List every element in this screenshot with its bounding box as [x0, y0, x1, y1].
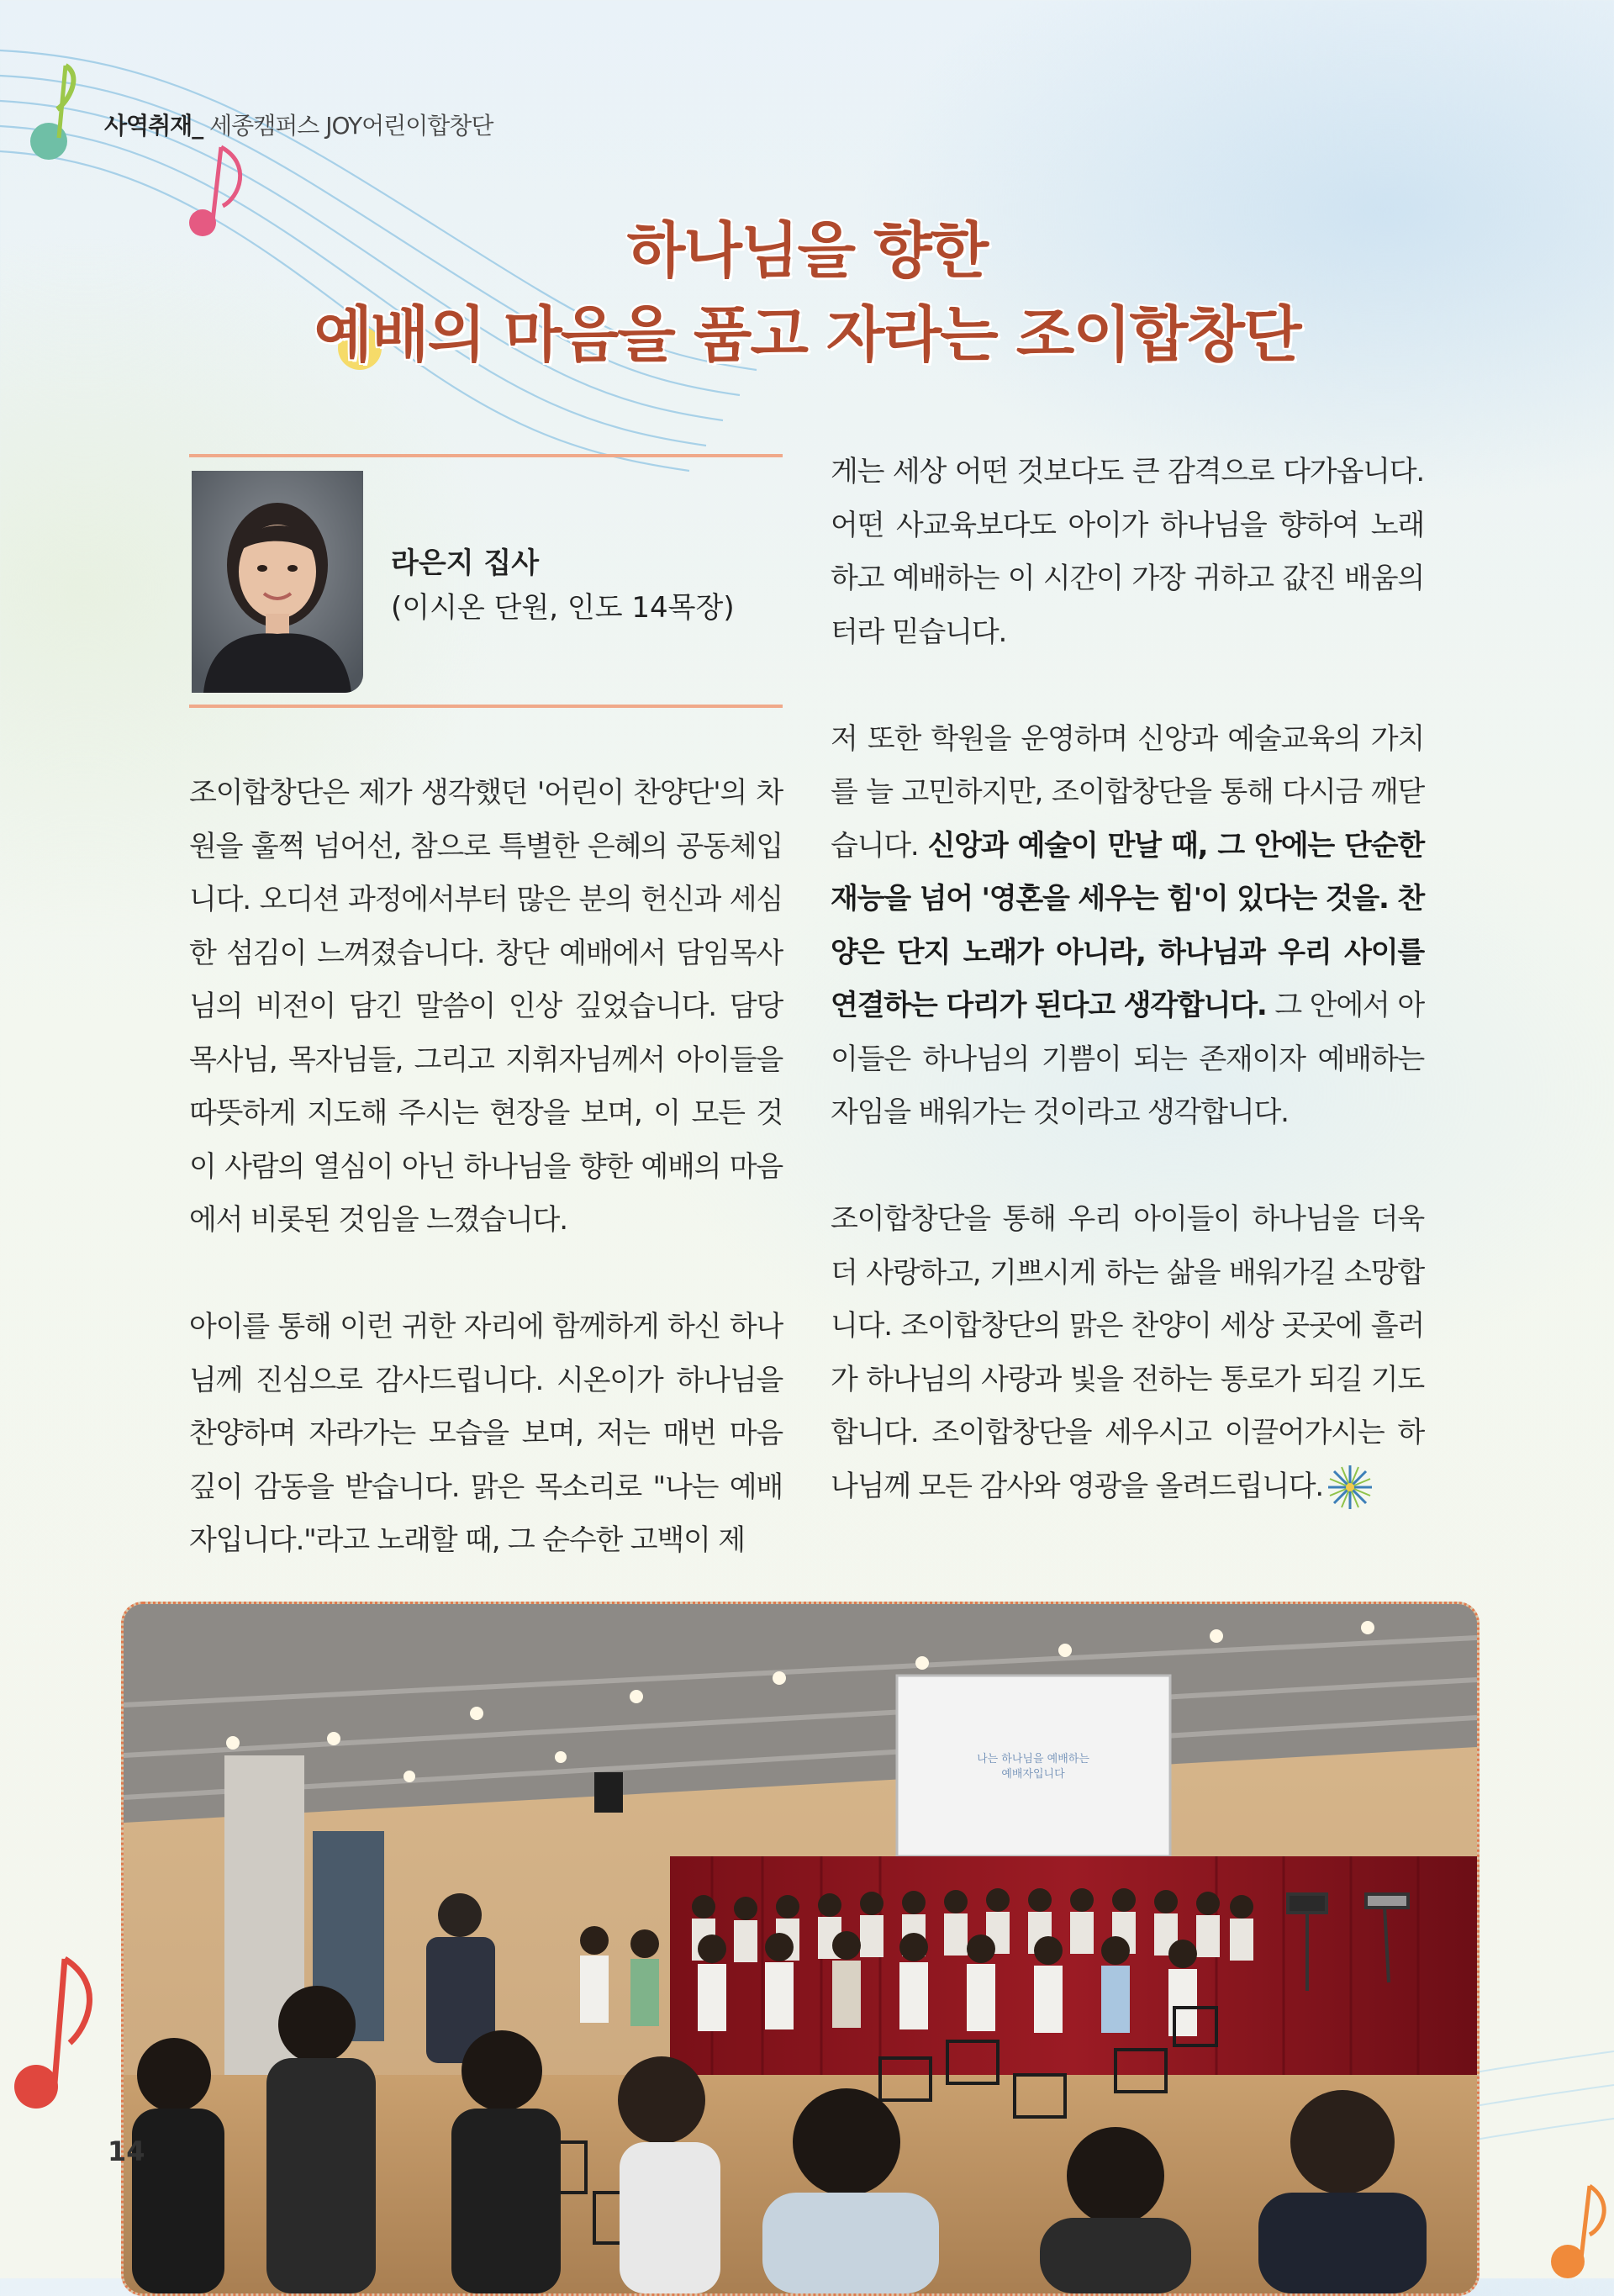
article-title-line-2: 예배의 마음을 품고 자라는 조이합창단 — [314, 299, 1300, 370]
red-note-icon — [4, 1950, 97, 2119]
end-ornament-icon — [1327, 1464, 1374, 1511]
header-category: 사역취재_ — [104, 112, 203, 140]
green-note-icon — [17, 50, 92, 168]
article-title-line-1: 하나님을 향한 — [626, 215, 988, 286]
profile-top-rule — [189, 454, 783, 457]
article-left-column — [189, 767, 783, 1568]
section-header — [104, 108, 493, 141]
orange-note-icon — [1543, 2169, 1610, 2278]
emphasized-text: 신앙과 예술이 만날 때, 그 안에는 단순한 재능을 넘어 '영혼을 세우는 힘'이 있다는 것을. 찬양은 단지 노래가 아니라, 하나님과 우리 사이를 연결하는 다리가 된다고 생각합니다. — [831, 828, 1424, 1022]
paragraph: 조이합창단은 제가 생각했던 '어린이 찬양단'의 차원을 훌쩍 넘어선, 참으로 특별한 은혜의 공동체입니다. 오디션 과정에서부터 많은 분의 헌신과 세심한 섬김이 느껴졌습니다. 창단 예배에서 담임목사님의 비전이 담긴 말씀이 인상 깊었습니다. 담당 목사님, 목자님들, 그리고 지휘자님께서 아이들을 따뜻하게 지도해 주시는 현장을 보며, 이 모든 것이 사람의 열심이 아닌 하나님을 향한 예배의 마음에서 비롯된 것임을 느꼈습니다. — [189, 776, 783, 1237]
screen-text-1: 나는 하나님을 예배하는 — [977, 1753, 1089, 1766]
article-right-column — [831, 446, 1424, 1513]
author-name: 라은지 집사 — [391, 546, 540, 580]
author-portrait — [192, 471, 363, 693]
paragraph — [831, 713, 1424, 1140]
header-subtitle: 세종캠퍼스 JOY어린이합창단 — [209, 112, 493, 140]
paragraph: 게는 세상 어떤 것보다도 큰 감격으로 다가옵니다. 어떤 사교육보다도 아이가 하나님을 향하여 노래하고 예배하는 이 시간이 가장 귀하고 값진 배움의 터라 믿습니다. — [831, 455, 1424, 649]
paragraph-text: 그 안에서 아이들은 하나님의 기쁨이 되는 존재이자 예배하는 자임을 배워가는 것이라고 생각합니다. — [831, 989, 1424, 1129]
author-role: (이시온 단원, 인도 14목장) — [391, 591, 735, 625]
profile-bottom-rule — [189, 705, 783, 708]
screen-text-2: 예배자입니다 — [1001, 1768, 1065, 1781]
paragraph-text: 조이합창단을 통해 우리 아이들이 하나님을 더욱 더 사랑하고, 기쁘시게 하는 삶을 배워가길 소망합니다. 조이합창단의 맑은 찬양이 세상 곳곳에 흘러가 하나님의 사랑과 빛을 전하는 통로가 되길 기도합니다. 조이합창단을 세우시고 이끌어가시는 하나님께 모든 감사와 영광을 올려드립니다. — [831, 1202, 1424, 1503]
choir-photo — [121, 1602, 1480, 2296]
paragraph-text: 저 또한 학원을 운영하며 신앙과 예술교육의 가치를 늘 고민하지만, 조이합창단을 통해 다시금 깨닫습니다. — [831, 721, 1424, 863]
paragraph: 아이를 통해 이런 귀한 자리에 함께하게 하신 하나님께 진심으로 감사드립니다. 시온이가 하나님을 찬양하며 자라가는 모습을 보며, 저는 매번 마음 깊이 감동을 받습니다. 맑은 목소리로 "나는 예배자입니다."라고 노래할 때, 그 순수한 고백이 제 — [189, 1310, 783, 1557]
paragraph — [831, 1193, 1424, 1513]
page-number: 14 — [108, 2135, 145, 2167]
